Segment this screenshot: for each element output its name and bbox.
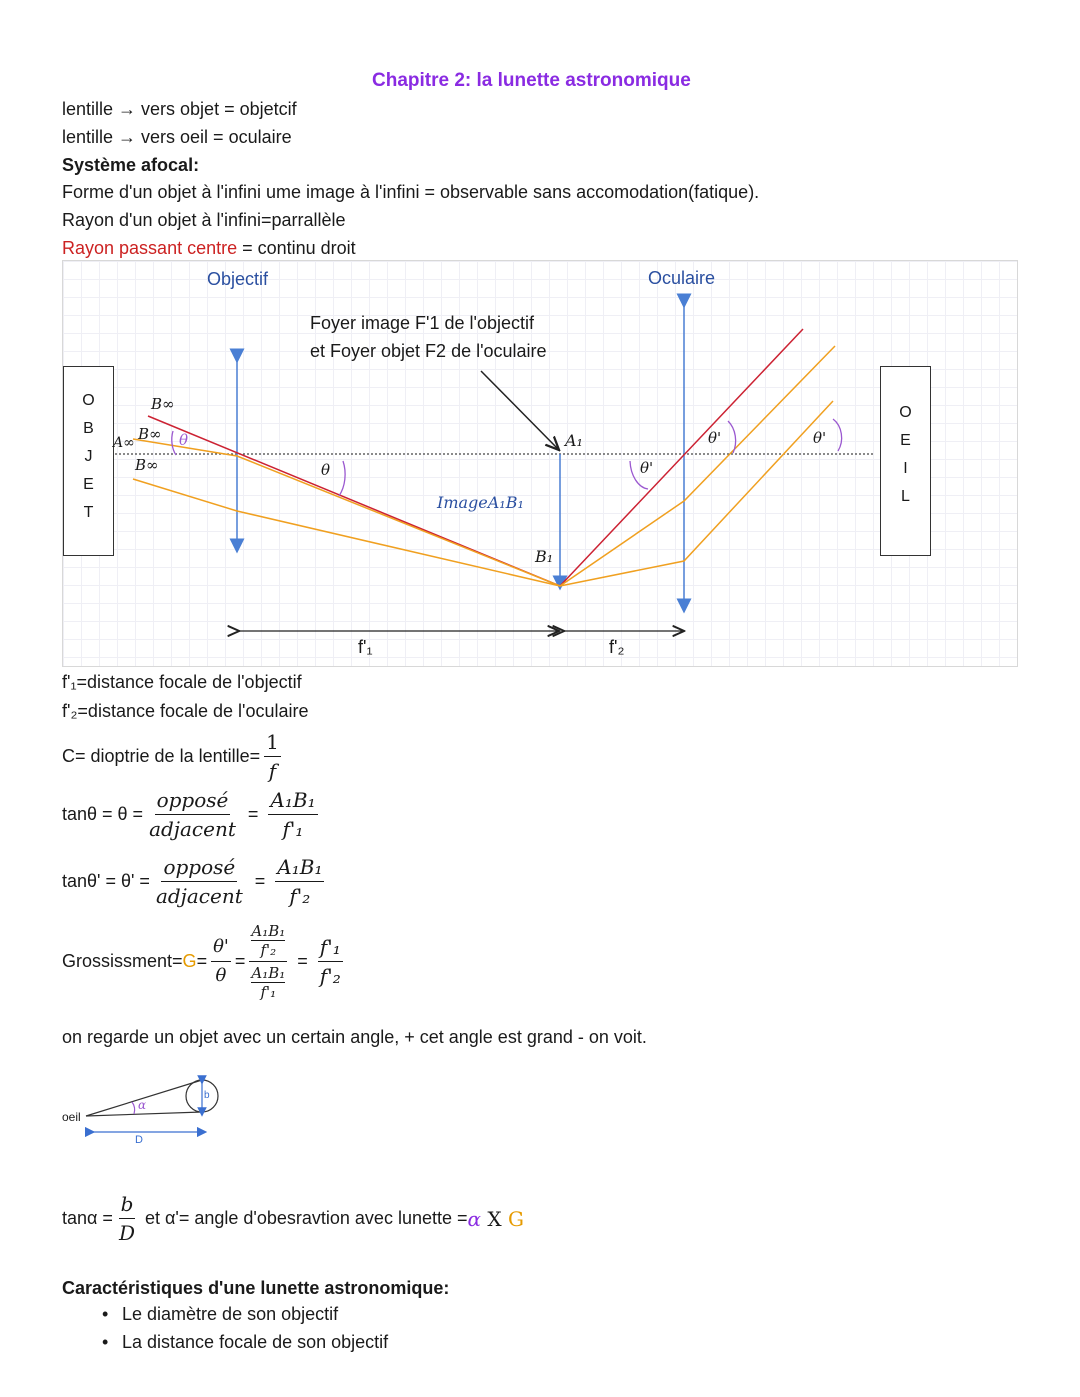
b1-label: B₁: [535, 547, 554, 566]
oeil-letter-l: L: [901, 488, 910, 505]
grossissement-ratio-f2: f'₂: [319, 964, 341, 988]
theta-prime-arc-right: [728, 421, 736, 453]
afocal-heading: Système afocal:: [62, 155, 200, 175]
tan-theta-prime-adjacent: adjacent: [155, 884, 243, 908]
grossissement-equals-1: =: [234, 951, 246, 971]
f2-label: f'₂: [609, 637, 625, 657]
tan-theta-prime-oppose: opposé: [161, 855, 237, 882]
b-inf-label-top: B∞: [151, 395, 175, 413]
oeil-letter-i: I: [903, 460, 908, 477]
objet-box: [63, 366, 114, 556]
a1-label: A₁: [565, 431, 583, 450]
tan-theta-f1: f'₁: [282, 817, 304, 841]
d-label: D: [135, 1134, 143, 1146]
alpha-label: α: [138, 1098, 147, 1112]
tan-alpha-equation: [62, 1192, 524, 1245]
dioptrie-equation: [62, 730, 285, 783]
tan-alpha-fraction: [117, 1192, 137, 1245]
b-inf-label-bottom: B∞: [135, 456, 159, 474]
tan-theta-prime-fraction-1: [154, 855, 245, 908]
page-title: Chapitre 2: la lunette astronomique: [372, 70, 691, 91]
tan-theta-prime-fraction-2: [275, 855, 324, 908]
intro-line-forme: Forme d'un objet à l'infini ume image à l'infini = observable sans accomodation(fatique).: [62, 182, 760, 202]
objet-letter-j: J: [84, 448, 93, 465]
grossissement-ratio-fraction: [318, 935, 343, 988]
rayon-centre-rest-text: = continu droit: [237, 238, 356, 258]
eye-angle-diagram: [62, 1072, 232, 1152]
tan-alpha-d: D: [118, 1221, 135, 1245]
objet-letter-o: O: [82, 392, 95, 409]
theta-prime-arc-far: [833, 419, 842, 451]
b-inf-label-mid: B∞: [138, 425, 162, 443]
grossissement-equals-2: =: [297, 951, 308, 971]
grossissement-equation: [62, 922, 347, 1001]
tan-theta-equals: =: [247, 804, 259, 824]
grossissement-num-a1b1: A₁B₁: [251, 922, 286, 940]
characteristics-heading: Caractéristiques d'une lunette astronomique:: [62, 1278, 450, 1298]
red-central-ray: [148, 329, 803, 586]
tan-theta-fraction-2: [268, 788, 317, 841]
theta-prime-label-right: θ': [708, 429, 722, 447]
oculaire-label: Oculaire: [648, 268, 716, 288]
theta-label-center: θ: [321, 461, 331, 479]
grossissement-ratio-f1: f'₁: [318, 935, 343, 962]
characteristics-list: [62, 1300, 662, 1356]
objectif-label: Objectif: [207, 269, 269, 289]
grossissement-num-f2: f'₂: [260, 941, 277, 959]
list-item: • La distance focale de son objectif: [62, 1328, 662, 1356]
f1-definition: f'₁=distance focale de l'objectif: [62, 672, 302, 692]
dioptrie-prefix: C= dioptrie de la lentille=: [62, 746, 261, 766]
grossissement-theta-prime: θ': [211, 935, 231, 962]
tan-alpha-text: et α'= angle d'obesravtion avec lunette =: [145, 1208, 468, 1228]
grossissement-prefix: Grossissment=: [62, 951, 183, 971]
foyer-pointer-arrow: [481, 371, 558, 449]
foyer-label-line2: et Foyer objet F2 de l'oculaire: [310, 341, 547, 361]
b-label: b: [204, 1090, 210, 1101]
tan-alpha-b: b: [119, 1192, 136, 1219]
a-inf-label: A∞: [113, 435, 135, 451]
optics-diagram-svg: [63, 261, 1017, 666]
intro-line-centre: [62, 237, 356, 259]
intro-line-oculaire: lentille → vers oeil = oculaire: [62, 127, 292, 147]
grossissement-den-a1b1: A₁B₁: [251, 964, 286, 982]
angle-sentence: on regarde un objet avec un certain angle, + cet angle est grand - on voit.: [62, 1027, 647, 1047]
tan-theta-fraction-1: [147, 788, 238, 841]
tan-alpha-alpha: α: [467, 1206, 482, 1231]
tan-theta-oppose: opposé: [155, 788, 231, 815]
theta-prime-label-center: θ': [640, 459, 654, 477]
theta-arc-left: [172, 431, 176, 455]
tan-alpha-prefix: tanα =: [62, 1208, 113, 1228]
image-a1b1-label: ImageA₁B₁: [437, 493, 524, 512]
oeil-label: oeil: [62, 1110, 81, 1124]
tan-alpha-x: X: [481, 1206, 508, 1231]
rayon-centre-red-text: Rayon passant centre: [62, 238, 238, 258]
theta-label-left: θ: [179, 431, 189, 449]
tan-theta-adjacent: adjacent: [149, 817, 236, 841]
list-item: • Le diamètre de son objectif: [62, 1300, 662, 1328]
f2-definition: f'₂=distance focale de l'oculaire: [62, 701, 309, 721]
tan-theta-prime-f2: f'₂: [289, 884, 311, 908]
intro-line-objectif: lentille → vers objet = objetcif: [62, 99, 297, 119]
grossissement-compound-fraction: [249, 922, 287, 1001]
eye-angle-svg: [62, 1072, 232, 1152]
intro-line-rayon: Rayon d'un objet à l'infini=parrallèle: [62, 210, 346, 230]
grossissement-eq: =: [196, 951, 208, 971]
grossissement-g: G: [182, 951, 197, 971]
theta-arc-center: [339, 461, 345, 496]
tan-theta-a1b1: A₁B₁: [268, 788, 317, 815]
tan-theta-prefix: tanθ = θ =: [62, 804, 144, 824]
dioptrie-denominator: f: [268, 759, 277, 783]
dioptrie-numerator: 1: [264, 730, 281, 757]
objet-letter-t: T: [83, 504, 94, 521]
objet-letter-b: B: [83, 420, 94, 437]
tan-theta-prime-equation: [62, 855, 328, 908]
objet-letter-e: E: [83, 476, 94, 493]
foyer-label-line1: Foyer image F'1 de l'objectif: [310, 313, 534, 333]
theta-prime-label-far: θ': [813, 429, 827, 447]
tan-theta-prime-a1b1: A₁B₁: [275, 855, 324, 882]
f1-label: f'₁: [358, 637, 373, 657]
oeil-letter-e: E: [900, 432, 911, 449]
grossissement-theta: θ: [215, 965, 227, 986]
tan-alpha-g: G: [507, 1206, 524, 1231]
grossissement-theta-fraction: [211, 935, 231, 988]
tan-theta-equation: [62, 788, 322, 841]
grossissement-den-f1: f'₁: [260, 983, 277, 1001]
tan-theta-prime-equals: =: [254, 871, 266, 891]
optics-diagram: [62, 260, 1018, 667]
oeil-letter-o: O: [899, 404, 912, 421]
tan-theta-prime-prefix: tanθ' = θ' =: [62, 871, 150, 891]
orange-ray-upper: [133, 346, 835, 586]
oeil-box: [880, 366, 931, 556]
dioptrie-fraction: [264, 730, 281, 783]
